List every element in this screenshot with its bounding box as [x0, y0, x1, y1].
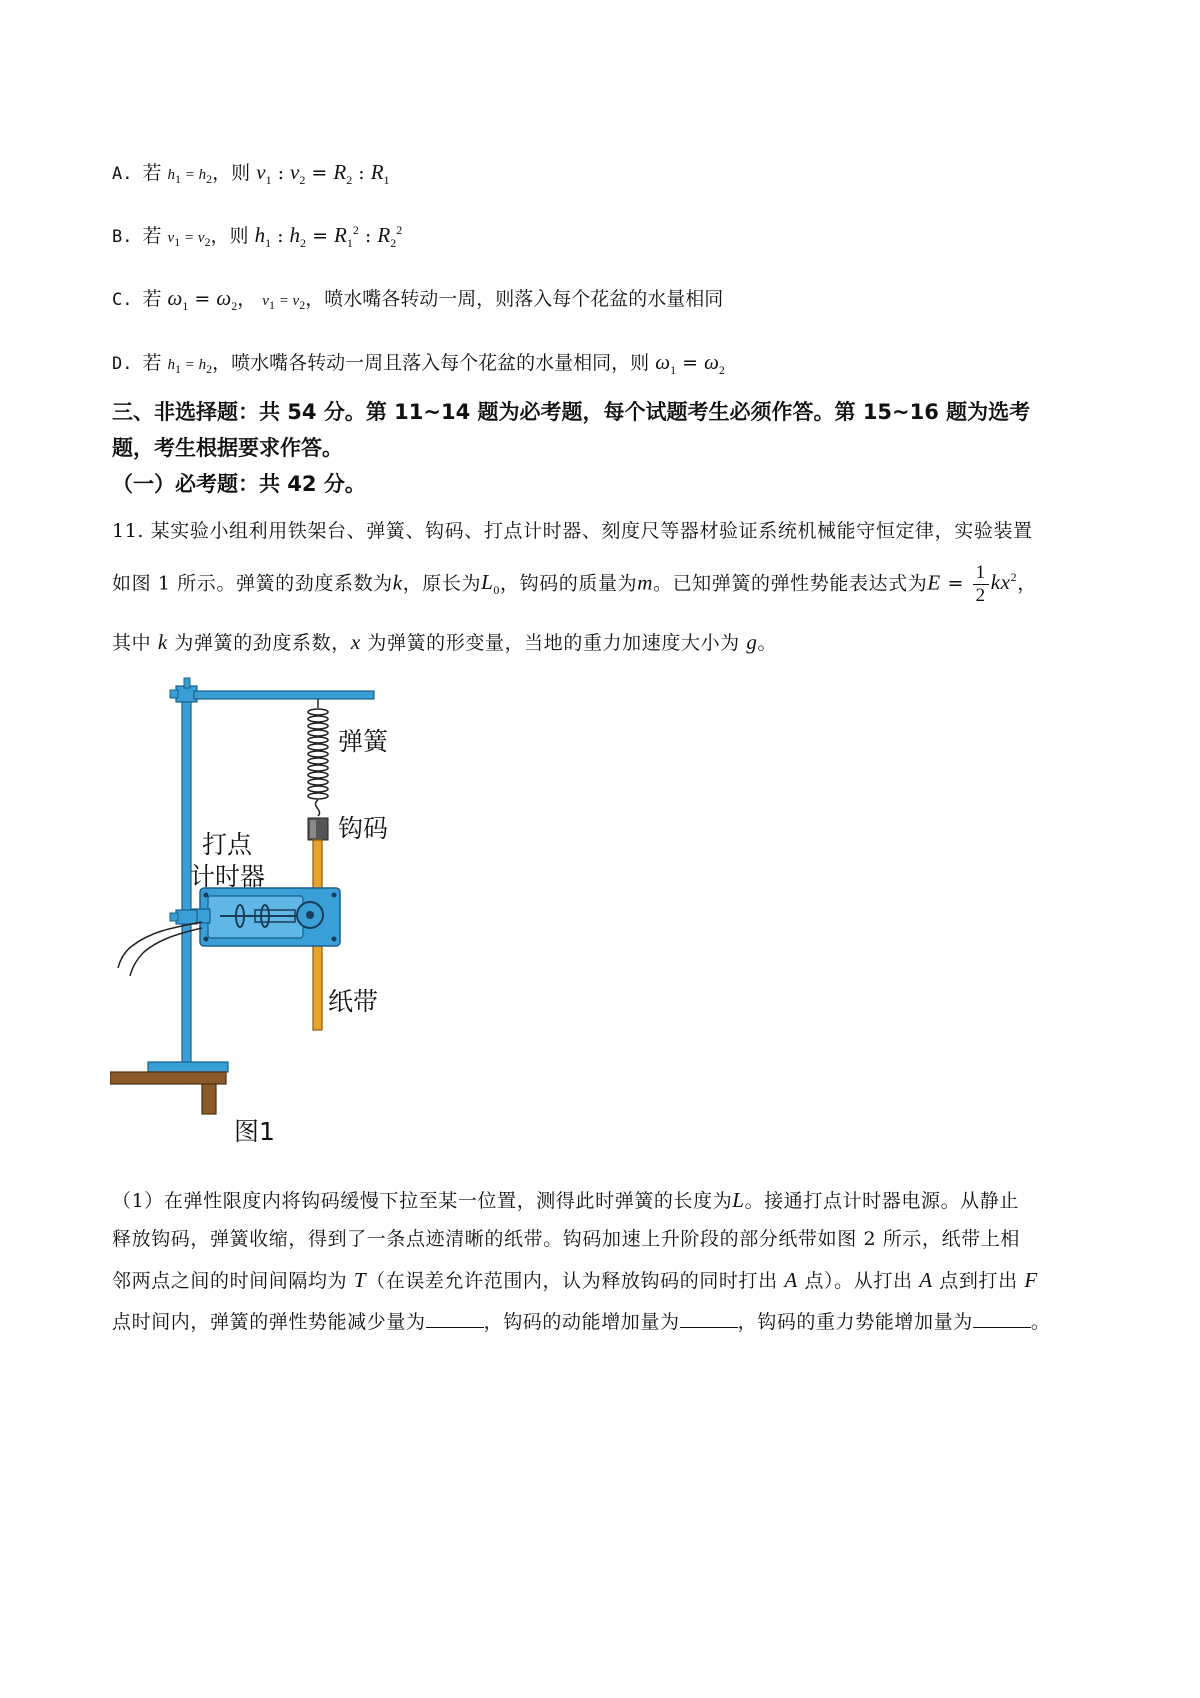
- answer-blank-3[interactable]: [973, 1308, 1031, 1328]
- option-b: B. 若 $v_1 = v_2$，则 $h_1$ : $h_2 = R_1^2$ : $R_2^2$: [112, 223, 403, 251]
- part1-line2: 释放钩码，弹簧收缩，得到了一条点迹清晰的纸带。钩码加速上升阶段的部分纸带如图 2 所示，纸带上相: [112, 1228, 1020, 1250]
- timer-label-2: 计时器: [190, 862, 266, 891]
- answer-blank-1[interactable]: [426, 1308, 484, 1328]
- part1-line1: （1）在弹性限度内将钩码缓慢下拉至某一位置，测得此时弹簧的长度为L。接通打点计时器电源。从静止: [112, 1188, 1019, 1212]
- stand-base: [148, 1062, 228, 1072]
- timer-label-1: 打点: [202, 830, 253, 859]
- fraction-half: $\frac{1}{2}$: [973, 562, 989, 607]
- question-11-line2: 如图 1 所示。弹簧的劲度系数为k，原长为$L_0$，钩码的质量为m。已知弹簧的弹性势能表达式为E = $\frac{1}{2}$ $kx^2$，: [112, 562, 1037, 606]
- mid-clamp: [176, 910, 197, 924]
- part1-line3: 邻两点之间的时间间隔均为 T（在误差允许范围内，认为释放钩码的同时打出 A 点）。从打出 A 点到打出 F: [112, 1268, 1038, 1292]
- question-11-line3: 其中 k 为弹簧的劲度系数，x 为弹簧的形变量，当地的重力加速度大小为 g。: [112, 630, 778, 654]
- option-d: D. 若 $h_1 = h_2$，喷水嘴各转动一周且落入每个花盆的水量相同，则 $\omega_1 = \omega_2$: [112, 350, 725, 378]
- section-heading-cont: 题，考生根据要求作答。: [112, 436, 343, 460]
- tape-label: 纸带: [328, 987, 379, 1016]
- subsection-heading: （一）必考题：共 42 分。: [112, 472, 366, 496]
- spring-label: 弹簧: [338, 727, 389, 756]
- question-11-line1: 11. 某实验小组利用铁架台、弹簧、钩码、打点计时器、刻度尺等器材验证系统机械能守恒定律，实验装置: [112, 520, 1033, 542]
- option-label: C.: [112, 290, 133, 310]
- option-c: C. 若 $\omega_1 = \omega_2$， $v_1 = v_2$，喷水嘴各转动一周，则落入每个花盆的水量相同: [112, 286, 724, 314]
- table: [110, 1072, 226, 1084]
- top-arm: [194, 691, 374, 699]
- option-label: B.: [112, 227, 133, 247]
- figure-1-apparatus: [110, 670, 430, 1150]
- weight-label: 钩码: [338, 814, 389, 843]
- figure-caption: 图1: [234, 1117, 275, 1146]
- option-label: A.: [112, 164, 133, 184]
- option-a: A. 若 $h_1 = h_2$，则 $v_1$ : $v_2 = R_2$ : $R_1$: [112, 160, 390, 188]
- spring: [308, 709, 328, 799]
- section-heading: 三、非选择题：共 54 分。第 11~14 题为必考题，每个试题考生必须作答。第 15~16 题为选考: [112, 400, 1031, 424]
- timer: [192, 888, 340, 946]
- option-label: D.: [112, 354, 133, 374]
- answer-blank-2[interactable]: [680, 1308, 738, 1328]
- part1-line4: 点时间内，弹簧的弹性势能减少量为 ，钩码的动能增加量为 ，钩码的重力势能增加量为 。: [112, 1308, 1050, 1334]
